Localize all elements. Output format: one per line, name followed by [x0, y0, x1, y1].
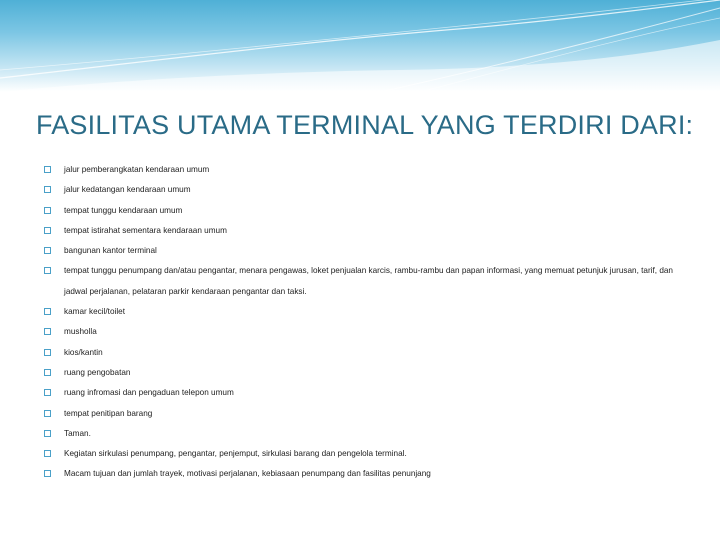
square-bullet-icon: [44, 430, 51, 437]
list-item-text: Kegiatan sirkulasi penumpang, pengantar, penjemput, sirkulasi barang dan pengelola terminal.: [64, 449, 407, 459]
header-wave-band: [0, 0, 720, 92]
list-item: [44, 404, 694, 424]
list-item: [44, 241, 694, 261]
list-item-text: jalur kedatangan kendaraan umum: [64, 185, 191, 195]
list-item-text: musholla: [64, 327, 97, 337]
square-bullet-icon: [44, 267, 51, 274]
list-item: [44, 221, 694, 241]
list-item: [44, 302, 694, 322]
square-bullet-icon: [44, 247, 51, 254]
square-bullet-icon: [44, 227, 51, 234]
list-item: [44, 424, 694, 444]
list-item: [44, 464, 694, 484]
list-item: [44, 160, 694, 180]
square-bullet-icon: [44, 308, 51, 315]
list-item: [44, 383, 694, 403]
list-item-text: Taman.: [64, 428, 91, 438]
square-bullet-icon: [44, 166, 51, 173]
facility-list: [44, 160, 694, 485]
square-bullet-icon: [44, 328, 51, 335]
square-bullet-icon: [44, 389, 51, 396]
list-item-text: tempat penitipan barang: [64, 408, 153, 418]
list-item-text: tempat istirahat sementara kendaraan umum: [64, 225, 227, 235]
list-item: [44, 322, 694, 342]
list-item-text: ruang pengobatan: [64, 367, 131, 377]
list-item-text: bangunan kantor terminal: [64, 246, 157, 256]
list-item: [44, 201, 694, 221]
square-bullet-icon: [44, 207, 51, 214]
list-item-text: tempat tunggu kendaraan umum: [64, 205, 183, 215]
wave-decoration: [0, 0, 720, 92]
square-bullet-icon: [44, 186, 51, 193]
list-item-text: kios/kantin: [64, 347, 103, 357]
slide-title: FASILITAS UTAMA TERMINAL YANG TERDIRI DARI:: [36, 110, 694, 140]
square-bullet-icon: [44, 410, 51, 417]
list-item-text: ruang infromasi dan pengaduan telepon umum: [64, 388, 234, 398]
list-item-text: jalur pemberangkatan kendaraan umum: [64, 165, 210, 174]
list-item: [44, 180, 694, 200]
square-bullet-icon: [44, 369, 51, 376]
square-bullet-icon: [44, 349, 51, 356]
list-item-text: Macam tujuan dan jumlah trayek, motivasi perjalanan, kebiasaan penumpang dan fasilitas penunjang: [64, 469, 431, 479]
list-item: [44, 363, 694, 383]
list-item-text: tempat tunggu penumpang dan/atau pengantar, menara pengawas, loket penjualan karcis, rambu-rambu dan papan informasi, yang memuat petunjuk jurusan, tarif, dan jadwal perjalanan, pelataran parkir kendaraan pengantar dan taksi.: [64, 266, 673, 296]
list-item: [44, 261, 694, 302]
list-item: [44, 343, 694, 363]
square-bullet-icon: [44, 470, 51, 477]
square-bullet-icon: [44, 450, 51, 457]
list-item-text: kamar kecil/toilet: [64, 307, 125, 317]
list-item: [44, 444, 694, 464]
